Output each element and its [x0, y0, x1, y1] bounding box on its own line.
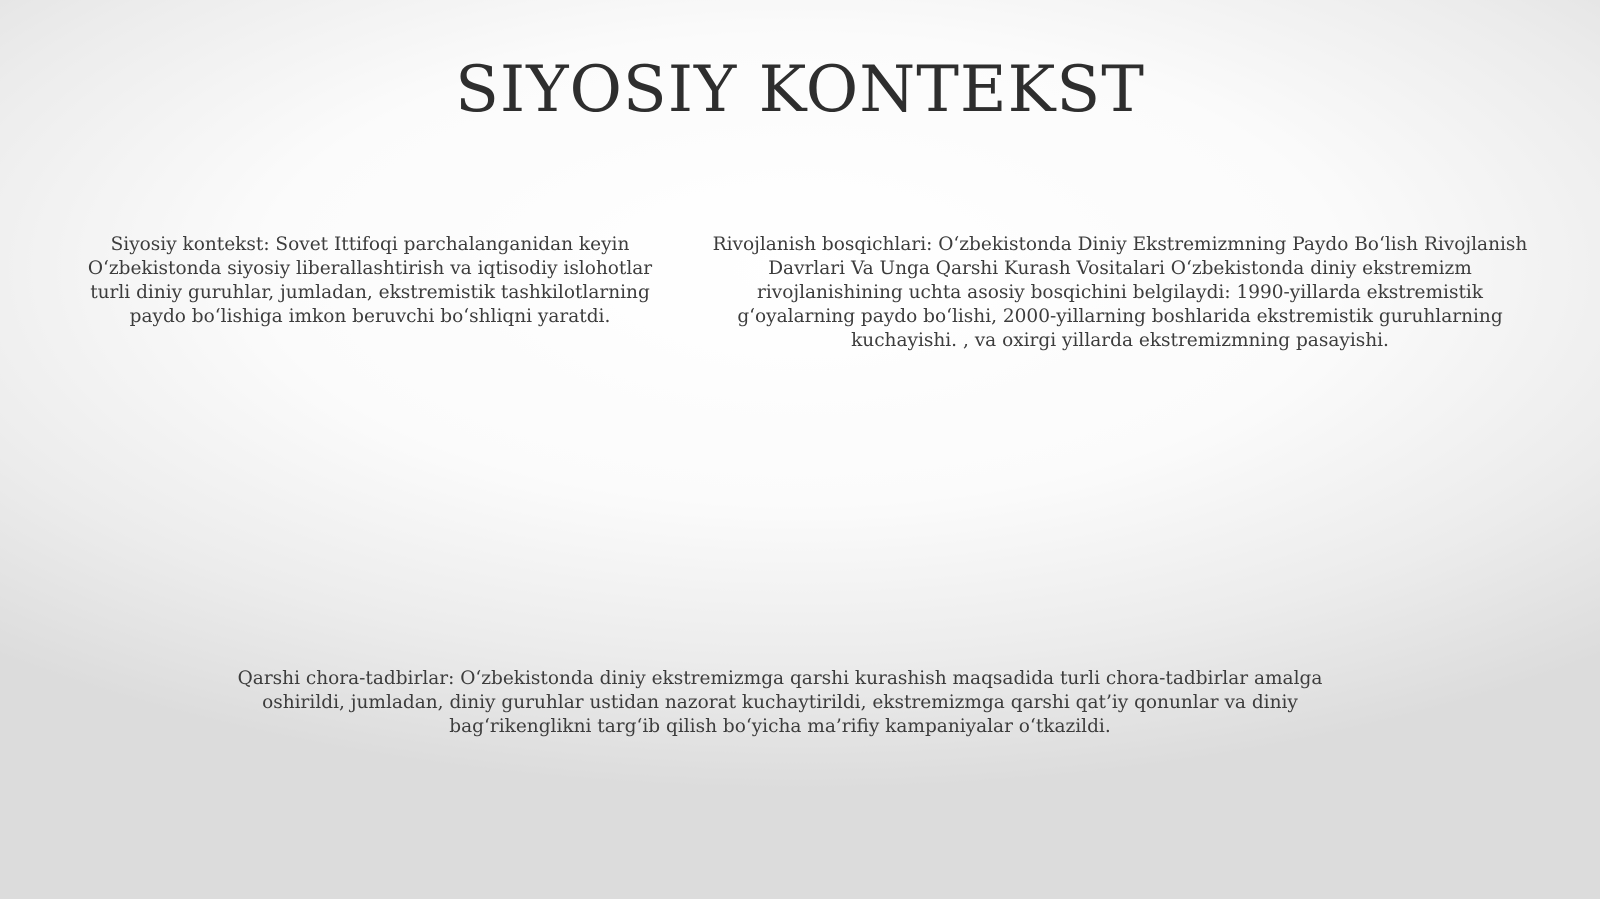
political-context-text: Siyosiy kontekst: Sovet Ittifoqi parchalanganidan keyin O‘zbekistonda siyosiy liberallashtirish va iqtisodiy islohotlar turli diniy guruhlar, jumladan, ekstremistik tashkilotlarning paydo bo‘lishiga imkon beruvchi bo‘shliqni yaratdi. — [87, 234, 653, 327]
countermeasures-text: Qarshi chora-tadbirlar: O‘zbekistonda diniy ekstremizmga qarshi kurashish maqsadida turli chora-tadbirlar amalga oshirildi, jumladan, diniy guruhlar ustidan nazorat kuchaytirildi, ekstremizmga qarshi qat’iy qonunlar va diniy bag‘rikenglikni targ‘ib qilish bo‘yicha ma’rifiy kampaniyalar o‘tkazildi. — [237, 668, 1323, 737]
development-stages-text: Rivojlanish bosqichlari: O‘zbekistonda Diniy Ekstremizmning Paydo Bo‘lish Rivojlanish Davrlari Va Unga Qarshi Kurash Vositalari O‘zbekistonda diniy ekstremizm rivojlanishining uchta asosiy bosqichini belgilaydi: 1990-yillarda ekstremistik g‘oyalarning paydo bo‘lishi, 2000-yillarning boshlarida ekstremistik guruhlarning kuchayishi. , va oxirgi yillarda ekstremizmning pasayishi. — [712, 234, 1528, 351]
slide-title: SIYOSIY KONTEKST — [455, 53, 1145, 127]
